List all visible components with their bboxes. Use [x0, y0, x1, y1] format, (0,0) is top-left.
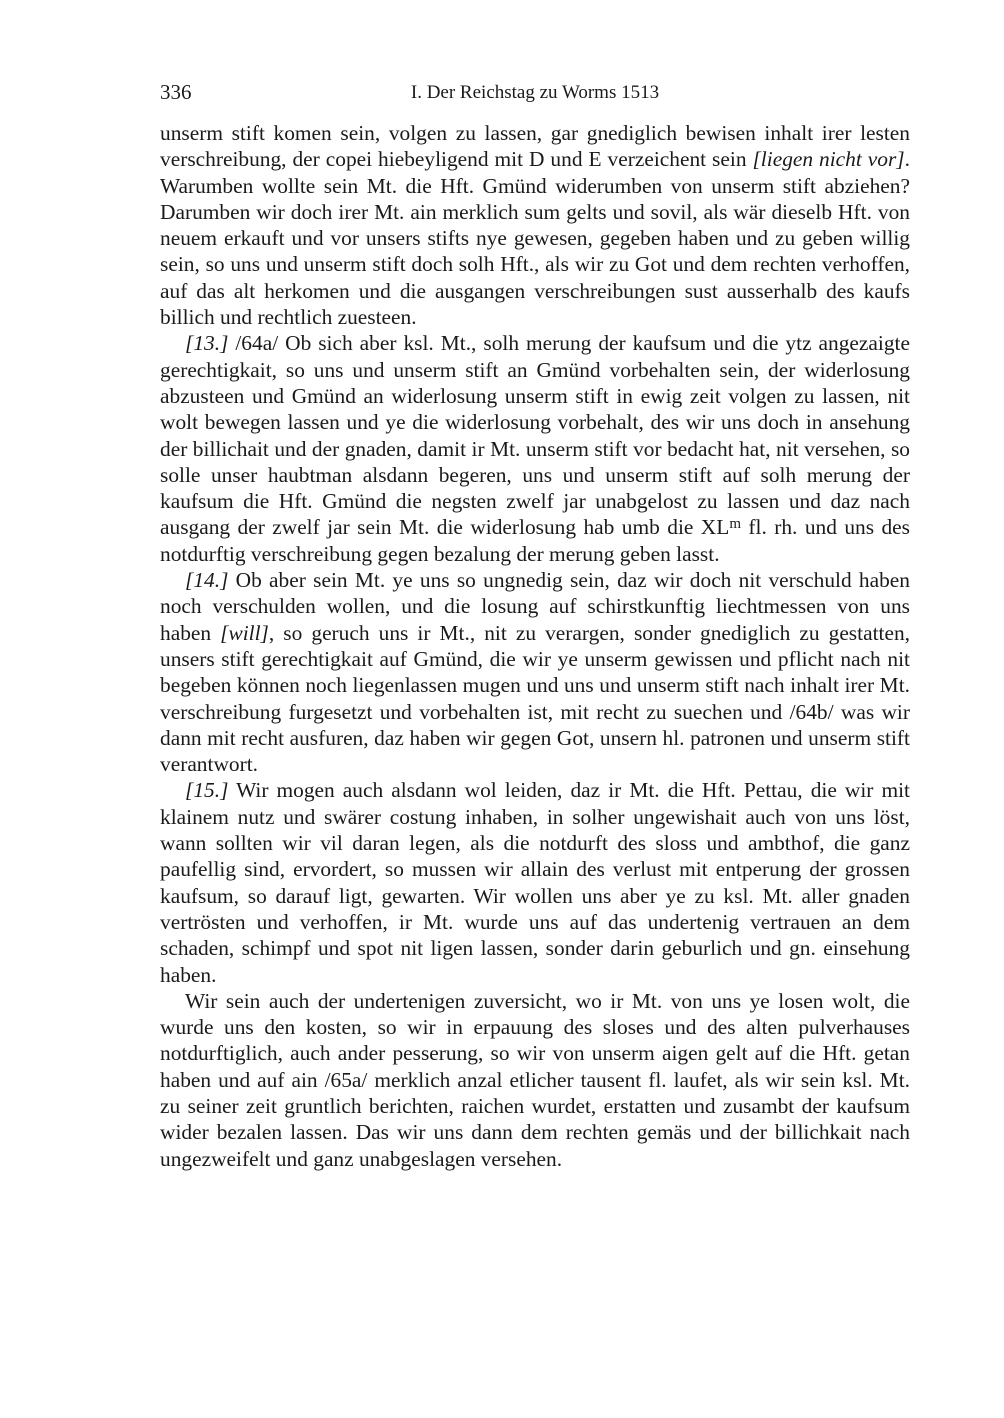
- body-text: [160, 120, 910, 1172]
- text-run: fl. rh. und uns des notdurftig verschreibung gegen bezalung der merung geben lasst.: [160, 515, 910, 566]
- page-header: [160, 80, 910, 110]
- paragraph-15: [160, 777, 910, 987]
- text-run: . Warumben wollte sein Mt. die Hft. Gmünd widerumben von unserm stift abziehen? Darumben wir doch irer Mt. ain merklich sum gelts und sovil, als wär dieselb Hft. von neuem erkauft und vor unsers stifts nye gewesen, gegeben haben und zu geben willig sein, so uns und unserm stift doch solh Hft., als wir zu Got und dem rechten verhoffen, auf das alt herkomen und die ausgangen verschreibungen sust ausserhalb des kaufs billich und rechtlich zuesteen.: [160, 147, 910, 330]
- text-run: Wir mogen auch alsdann wol leiden, daz ir Mt. die Hft. Pettau, die wir mit klainem nutz und swärer costung inhaben, in solher ungewishait auch von uns löst, wann sollten wir vil daran legen, als die notdurft des sloss und ambthof, die ganz paufellig sind, ervordert, so mussen wir allain des verlust mit entperung der grossen kaufsum, so darauf ligt, gewarten. Wir wollen uns aber ye zu ksl. Mt. aller gnaden vertrösten und verhoffen, ir Mt. wurde uns auf das undertenig vertrauen an dem schaden, schimpf und spot nit ligen lassen, sonder darin geburlich und gn. einsehung haben.: [160, 778, 910, 987]
- section-number: [13.]: [185, 331, 229, 356]
- editorial-note: [will]: [220, 620, 269, 645]
- paragraph-1: [160, 120, 910, 330]
- text-run: Ob aber sein Mt. ye uns so ungnedig sein, daz wir doch nit verschuld haben noch verschulden wollen, und die losung auf schirstkunftig liechtmessen von uns haben: [160, 568, 910, 645]
- text-run: , so geruch uns ir Mt., nit zu verargen, sonder gnediglich zu gestatten, unsers stift gerechtigkait auf Gmünd, die wir ye unserm gewissen und pflicht nach nit begeben können noch liegenlassen mugen und uns und unserm stift nach inhalt irer Mt. verschreibung furgesetzt und vorbehalten ist, mit recht zu suechen und /64b/ was wir dann mit recht ausfuren, daz haben wir gegen Got, unsern hl. patronen und unserm stift verantwort.: [160, 620, 910, 777]
- paragraph-13: [160, 330, 910, 567]
- text-run: /64a/ Ob sich aber ksl. Mt., solh merung der kaufsum und die ytz angezaigte gerechtigkait, so uns und unserm stift an Gmünd vorbehalten sein, der widerlosung abzusteen und Gmünd an widerlosung unserm stift in ewig zeit volgen zu lassen, nit wolt bewegen lassen und ye die widerlosung vorbehalt, des wir uns doch in ansehung der billichait und der gnaden, damit ir Mt. unserm stift vor bedacht hat, nit versehen, so solle unser haubtman alsdann begeren, uns und unserm stift auf solh merung der kaufsum die Hft. Gmünd die negsten zwelf jar unabgelost zu lassen und daz nach ausgang der zwelf jar sein Mt. die widerlosung hab umb die XL: [160, 331, 910, 540]
- text-run: Wir sein auch der undertenigen zuversicht, wo ir Mt. von uns ye losen wolt, die wurde uns den kosten, so wir in erpauung des sloses und des alten pulverhauses notdurftiglich, auch ander pesserung, so wir von unserm aigen gelt auf die Hft. getan haben und auf ain /65a/ merklich anzal etlicher tausent fl. laufet, als wir sein ksl. Mt. zu seiner zeit gruntlich berichten, raichen wurdet, erstatten und zusambt der kaufsum wider bezalen lassen. Das wir uns dann dem rechten gemäs und der billichkait nach ungezweifelt und ganz unabgeslagen versehen.: [160, 988, 910, 1171]
- text-run: unserm stift komen sein, volgen zu lassen, gar gnediglich bewisen inhalt irer lesten verschreibung, der copei hiebeyligend mit D und E verzeichent sein: [160, 121, 910, 172]
- running-title: I. Der Reichstag zu Worms 1513: [410, 82, 660, 103]
- paragraph-14: [160, 567, 910, 777]
- editorial-note: [liegen nicht vor]: [752, 147, 905, 172]
- section-number: [14.]: [185, 568, 229, 593]
- page-number: 336: [160, 80, 192, 104]
- section-number: [15.]: [185, 778, 229, 803]
- superscript: m: [729, 516, 741, 533]
- paragraph-final: [160, 988, 910, 1172]
